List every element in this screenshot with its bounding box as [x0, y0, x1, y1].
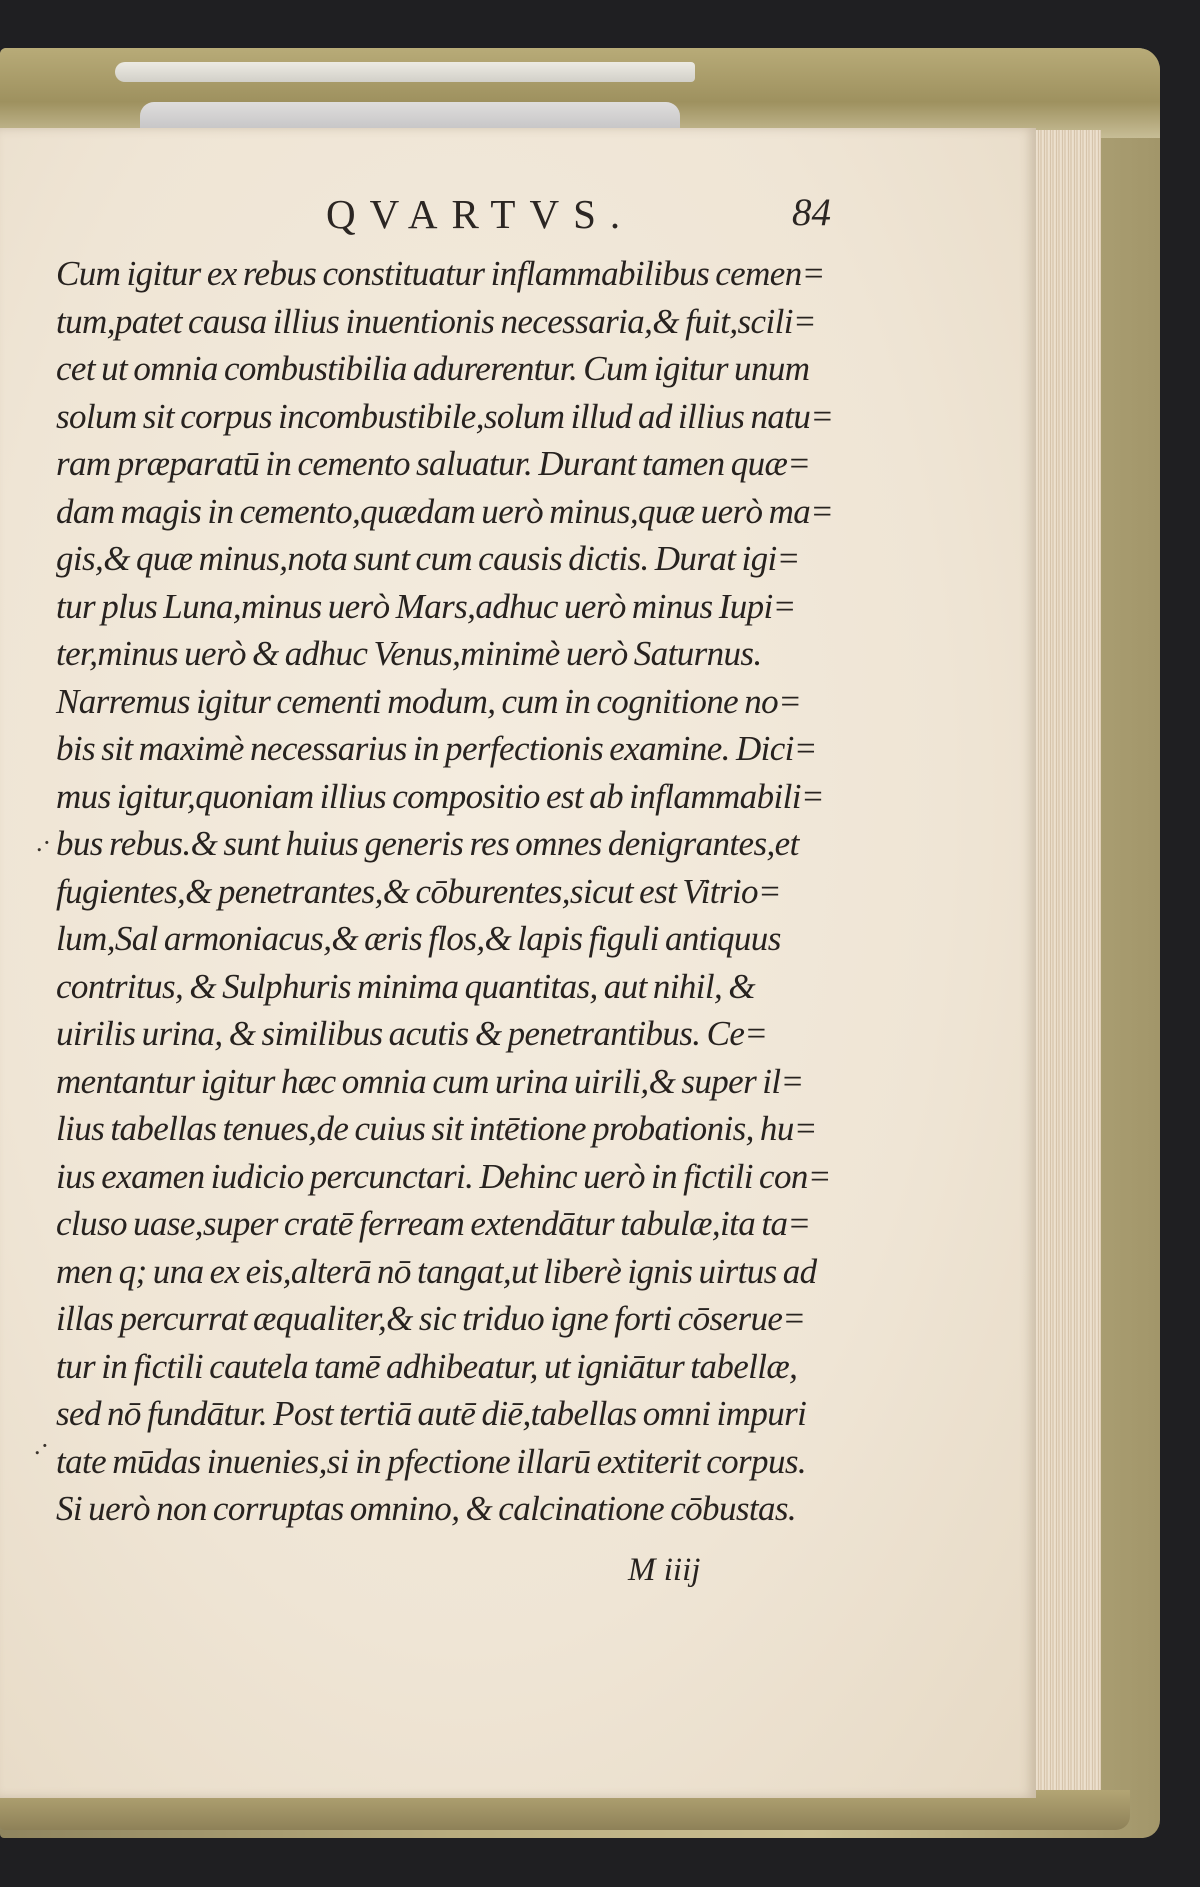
text-block-edges: [1032, 130, 1101, 1795]
page-number: 84: [792, 191, 831, 234]
text-line: fugientes,& penetrantes,& cōburentes,sicut est Vitrio=: [56, 871, 781, 911]
page-clip: [115, 62, 695, 82]
text-line: sed nō fundātur. Post tertiā autē diē,tabellas omni impuri: [56, 1394, 807, 1433]
text-line: ram præparatū in cemento saluatur. Durant tamen quæ=: [56, 444, 811, 483]
text-line: dam magis in cemento,quædam uerò minus,quæ uerò ma=: [56, 491, 834, 531]
text-line: tate mūdas inuenies,si in pfectione illarū extiterit corpus.: [56, 1441, 807, 1481]
text-line: lius tabellas tenues,de cuius sit intētione probationis, hu=: [56, 1109, 817, 1148]
text-line: Si uerò non corruptas omnino, & calcinatione cōbustas.: [56, 1489, 797, 1528]
text-line: contritus, & Sulphuris minima quantitas, aut nihil, &: [56, 966, 755, 1006]
text-line: Narremus igitur cementi modum, cum in cognitione no=: [56, 681, 802, 721]
text-line: lum,Sal armoniacus,& æris flos,& lapis figuli antiquus: [56, 919, 781, 958]
margin-mark: .·: [34, 1431, 50, 1460]
text-line: cet ut omnia combustibilia adurerentur. Cum igitur unum: [56, 349, 810, 388]
text-line: cluso uase,super cratē ferream extendātur tabulæ,ita ta=: [56, 1204, 811, 1243]
text-line: bus rebus.& sunt huius generis res omnes denigrantes,et: [56, 824, 799, 863]
text-line: uirilis urina, & similibus acutis & penetrantibus. Ce=: [56, 1014, 768, 1053]
book-page: [0, 128, 1036, 1798]
text-line: bis sit maximè necessarius in perfectionis examine. Dici=: [56, 729, 817, 768]
text-line: men q; una ex eis,alterā nō tangat,ut liberè ignis uirtus ad: [56, 1251, 817, 1291]
text-line: Cum igitur ex rebus constituatur inflammabilibus cemen=: [56, 254, 825, 293]
text-line: tum,patet causa illius inuentionis necessaria,& fuit,scili=: [56, 301, 816, 341]
running-title: QVARTVS.: [326, 191, 635, 237]
text-line: illas percurrat æqualiter,& sic triduo igne forti cōserue=: [56, 1299, 806, 1338]
text-line: mentantur igitur hæc omnia cum urina uirili,& super il=: [56, 1061, 804, 1101]
page-clip-shadow: [140, 102, 680, 128]
text-line: solum sit corpus incombustibile,solum illud ad illius natu=: [56, 396, 834, 436]
text-line: mus igitur,quoniam illius compositio est ab inflammabili=: [56, 776, 824, 816]
running-head: [0, 190, 1036, 250]
margin-mark: .·: [36, 828, 52, 857]
body-text: [56, 250, 866, 1533]
signature-mark: M iiij: [628, 1552, 701, 1588]
text-line: ius examen iudicio percunctari. Dehinc uerò in fictili con=: [56, 1156, 831, 1196]
text-line: gis,& quæ minus,nota sunt cum causis dictis. Durat igi=: [56, 539, 800, 578]
text-line: tur in fictili cautela tamē adhibeatur, ut igniātur tabellæ,: [56, 1346, 798, 1386]
text-line: tur plus Luna,minus uerò Mars,adhuc uerò minus Iupi=: [56, 586, 796, 626]
text-line: ter,minus uerò & adhuc Venus,minimè uerò Saturnus.: [56, 634, 762, 673]
